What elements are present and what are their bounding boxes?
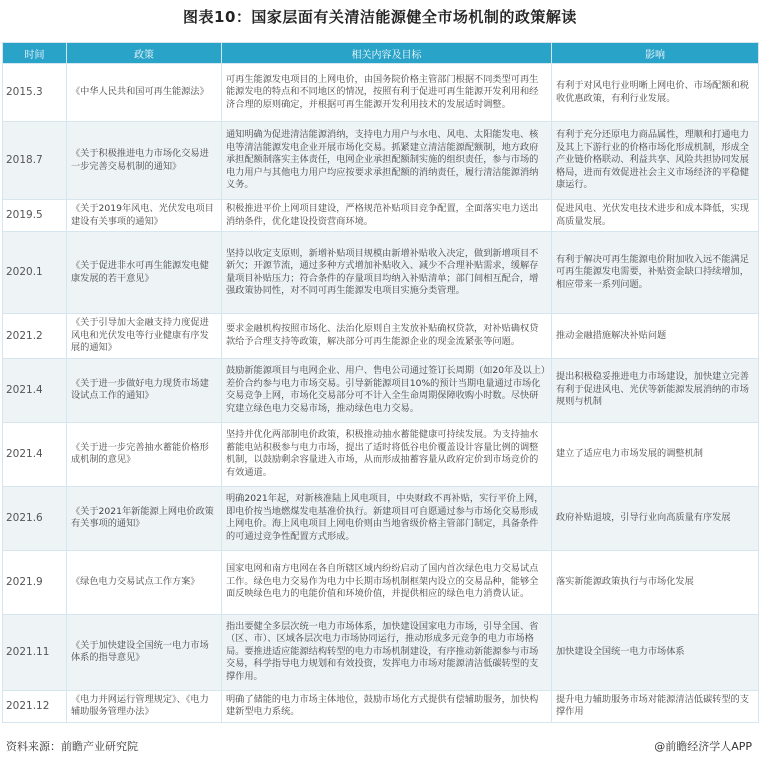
table-row — [3, 422, 759, 486]
header-policy: 政策 — [67, 43, 222, 64]
table-row — [3, 358, 759, 422]
table-row — [3, 486, 759, 550]
cell-time: 2020.1 — [3, 232, 67, 314]
cell-content: 明确2021年起，对新核准陆上风电项目，中央财政不再补贴，实行平价上网，即电价按当地燃煤发电基准价执行。新建项目可自愿通过参与市场化交易形成上网电价。海上风电项目上网电价则由当地省级价格主管部门制定，具备条件的可通过竞争性配置方式形成。 — [222, 486, 552, 550]
cell-content: 要求金融机构按照市场化、法治化原则自主发放补贴确权贷款，对补贴确权贷款给予合理支持等政策，解决部分可再生能源企业的现金流紧张等问题。 — [222, 314, 552, 359]
cell-policy: 《电力并网运行管理规定》、《电力辅助服务管理办法》 — [67, 690, 222, 722]
table-row — [3, 200, 759, 232]
cell-impact: 提出积极稳妥推进电力市场建设，加快建立完善有利于促进风电、光伏等新能源发展消纳的市场规则与机制 — [552, 358, 759, 422]
header-time: 时间 — [3, 43, 67, 64]
table-row — [3, 122, 759, 200]
cell-impact: 促进风电、光伏发电技术进步和成本降低，实现高质量发展。 — [552, 200, 759, 232]
table-row — [3, 64, 759, 122]
header-impact: 影响 — [552, 43, 759, 64]
cell-time: 2015.3 — [3, 64, 67, 122]
cell-impact: 提升电力辅助服务市场对能源清洁低碳转型的支撑作用 — [552, 690, 759, 722]
cell-policy: 《关于2021年新能源上网电价政策有关事项的通知》 — [67, 486, 222, 550]
cell-policy: 《关于加快建设全国统一电力市场体系的指导意见》 — [67, 614, 222, 690]
credit-note: @前瞻经济学人APP — [654, 740, 752, 753]
cell-content: 明确了储能的电力市场主体地位，鼓励市场化方式提供有偿辅助服务，加快构建新型电力系统。 — [222, 690, 552, 722]
table-row — [3, 314, 759, 359]
source-note: 资料来源：前瞻产业研究院 — [6, 740, 138, 753]
cell-content: 可再生能源发电项目的上网电价，由国务院价格主管部门根据不同类型可再生能源发电的特点和不同地区的情况，按照有利于促进可再生能源开发利用和经济合理的原则确定，并根据可再生能源开发利用技术的发展适时调整。 — [222, 64, 552, 122]
cell-impact: 有利于解决可再生能源电价附加收入远不能满足可再生能源发电需要，补贴资金缺口持续增加，相应带来一系列问题。 — [552, 232, 759, 314]
cell-content: 国家电网和南方电网在各自所辖区域内纷纷启动了国内首次绿色电力交易试点工作。绿色电力交易作为电力中长期市场机制框架内设立的交易品种，能够全面反映绿色电力的电能价值和环境价值，并提供相应的绿色电力消费认证。 — [222, 550, 552, 614]
cell-policy: 《关于促进非水可再生能源发电健康发展的若干意见》 — [67, 232, 222, 314]
cell-content: 积极推进平价上网项目建设，严格规范补贴项目竞争配置，全面落实电力送出消纳条件，优化建设投资营商环境。 — [222, 200, 552, 232]
cell-policy: 《关于进一步做好电力现货市场建设试点工作的通知》 — [67, 358, 222, 422]
cell-impact: 加快建设全国统一电力市场体系 — [552, 614, 759, 690]
cell-policy: 《绿色电力交易试点工作方案》 — [67, 550, 222, 614]
cell-impact: 有利于充分还原电力商品属性，理顺和打通电力及其上下游行业的价格市场化形成机制，形成全产业链价格联动、利益共享、风险共担协同发展格局，进而有效促进社会主义市场经济的平稳健康运行。 — [552, 122, 759, 200]
cell-time: 2021.11 — [3, 614, 67, 690]
cell-policy: 《关于2019年风电、光伏发电项目建设有关事项的通知》 — [67, 200, 222, 232]
cell-time: 2021.4 — [3, 358, 67, 422]
cell-policy: 《关于进一步完善抽水蓄能价格形成机制的意见》 — [67, 422, 222, 486]
cell-time: 2021.4 — [3, 422, 67, 486]
cell-policy: 《中华人民共和国可再生能源法》 — [67, 64, 222, 122]
cell-policy: 《关于引导加大金融支持力度促进风电和光伏发电等行业健康有序发展的通知》 — [67, 314, 222, 359]
cell-policy: 《关于积极推进电力市场化交易进一步完善交易机制的通知》 — [67, 122, 222, 200]
cell-content: 鼓励新能源项目与电网企业、用户、售电公司通过签订长周期（如20年及以上）差价合约参与电力市场交易。引导新能源项目10%的预计当期电量通过市场化交易竞争上网，市场化交易部分可不计入全生命周期保障收购小时数。尽快研究建立绿色电力交易市场，推动绿色电力交易。 — [222, 358, 552, 422]
table-row — [3, 550, 759, 614]
cell-time: 2021.12 — [3, 690, 67, 722]
policy-table — [2, 42, 759, 723]
cell-content: 通知明确为促进清洁能源消纳，支持电力用户与水电、风电、太阳能发电、核电等清洁能源发电企业开展市场化交易。抓紧建立清洁能源配额制，地方政府承担配额制落实主体责任，电网企业承担配额制实施的组织责任，参与市场的电力用户与其他电力用户均应按要求承担配额的消纳责任，履行清洁能源消纳义务。 — [222, 122, 552, 200]
cell-impact: 建立了适应电力市场发展的调整机制 — [552, 422, 759, 486]
header-content: 相关内容及目标 — [222, 43, 552, 64]
cell-time: 2021.2 — [3, 314, 67, 359]
cell-impact: 推动金融措施解决补贴问题 — [552, 314, 759, 359]
cell-time: 2021.9 — [3, 550, 67, 614]
cell-impact: 落实新能源政策执行与市场化发展 — [552, 550, 759, 614]
cell-impact: 有利于对风电行业明晰上网电价、市场配额和税收优惠政策，有利行业发展。 — [552, 64, 759, 122]
cell-content: 指出要健全多层次统一电力市场体系，加快建设国家电力市场，引导全国、省（区、市）、区域各层次电力市场协同运行，推动形成多元竞争的电力市场格局。要推进适应能源结构转型的电力市场机制建设，有序推动新能源参与市场交易，科学指导电力规划和有效投资，发挥电力市场对能源清洁低碳转型的支撑作用。 — [222, 614, 552, 690]
cell-content: 坚持以收定支原则，新增补贴项目规模由新增补贴收入决定，做到新增项目不新欠；开源节流，通过多种方式增加补贴收入、减少不合理补贴需求，缓解存量项目补贴压力；符合条件的存量项目均纳入补贴清单；部门间相互配合，增强政策协同性，对不同可再生能源发电项目实施分类管理。 — [222, 232, 552, 314]
table-header-row — [3, 43, 759, 64]
cell-time: 2021.6 — [3, 486, 67, 550]
cell-time: 2018.7 — [3, 122, 67, 200]
cell-time: 2019.5 — [3, 200, 67, 232]
page-title: 图表10：国家层面有关清洁能源健全市场机制的政策解读 — [183, 8, 577, 26]
cell-impact: 政府补贴退坡，引导行业向高质量有序发展 — [552, 486, 759, 550]
cell-content: 坚持并优化两部制电价政策，积极推动抽水蓄能健康可持续发展。为支持抽水蓄能电站积极参与电力市场，提出了适时将低谷电价覆盖设计容量比例的调整机制，以鼓励剩余容量进入市场，从而形成抽蓄容量从政府定价到市场竞价的有效通道。 — [222, 422, 552, 486]
table-row — [3, 232, 759, 314]
table-row — [3, 614, 759, 690]
table-row — [3, 690, 759, 722]
